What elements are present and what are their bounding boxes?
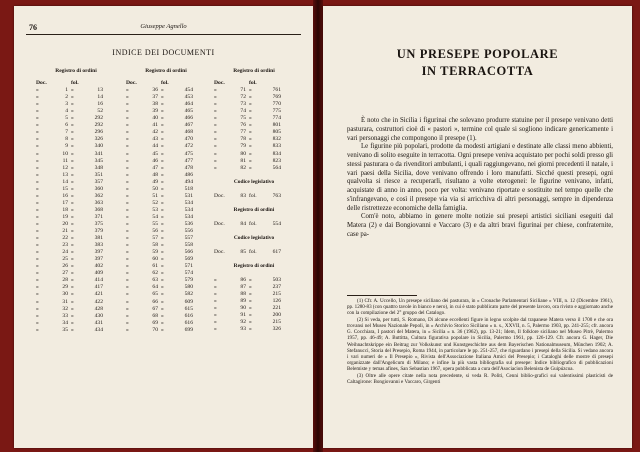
list-item: » 22 » 381: [36, 235, 103, 242]
list-item: » 31 » 422: [36, 298, 103, 305]
list-item: » 61 » 571: [126, 263, 193, 270]
list-item: » 36 » 454: [126, 87, 193, 94]
list-item: » 55 » 536: [126, 220, 193, 227]
list-item: » 79 » 833: [214, 143, 281, 150]
list-item: » 40 » 466: [126, 115, 193, 122]
list-item: » 35 » 434: [36, 326, 103, 333]
list-item: » 46 » 477: [126, 157, 193, 164]
list-item: » 81 » 823: [214, 157, 281, 164]
list-item: » 66 » 609: [126, 298, 193, 305]
list-item: » 67 » 615: [126, 305, 193, 312]
book-gutter: [313, 0, 323, 452]
list-item: » 39 » 465: [126, 108, 193, 115]
header-rule: [26, 34, 301, 35]
list-item: » 77 » 805: [214, 129, 281, 136]
footnote-rule: [347, 295, 417, 296]
list-item: » 92 » 215: [214, 319, 281, 326]
list-item: » 45 » 475: [126, 150, 193, 157]
list-item: » 18 » 368: [36, 206, 103, 213]
running-head: Giuseppe Agnello: [140, 23, 187, 30]
list-item: » 58 » 558: [126, 242, 193, 249]
section-label-registro: Registro di ordini: [233, 262, 275, 269]
list-item: » 70 » 699: [126, 326, 193, 333]
list-item: » 87 » 237: [214, 284, 281, 291]
title-line-2: IN TERRACOTTA: [421, 64, 534, 78]
register-header: Registro di ordini: [233, 68, 275, 74]
list-item: » 64 » 580: [126, 284, 193, 291]
section-label-codice: Codice legislativo: [233, 234, 275, 241]
list-item: » 88 » 215: [214, 291, 281, 298]
page-number: 76: [29, 23, 37, 32]
list-item: » 4 » 52: [36, 108, 103, 115]
list-item: » 90 » 221: [214, 305, 281, 312]
list-item: » 9 » 340: [36, 143, 103, 150]
right-page: [323, 6, 632, 448]
register-header: Registro di ordini: [145, 68, 187, 74]
list-item: » 72 » 769: [214, 94, 281, 101]
list-item: » 26 » 402: [36, 263, 103, 270]
list-item: » 69 » 616: [126, 319, 193, 326]
list-item: » 68 » 616: [126, 312, 193, 319]
list-item: » 42 » 468: [126, 129, 193, 136]
list-item: » 52 » 534: [126, 199, 193, 206]
list-item: » 7 » 296: [36, 129, 103, 136]
list-item: Doc. 85 fol. 617: [214, 248, 281, 255]
register-column-1: [36, 68, 116, 334]
footnote: (3) Oltre alle opere citate nella nota precedente, si veda R. Politi, Cenni biblio-grafici sui valentissimi plasticisti de Caltagirone: Bongiovanni e Vaccaro, Girgenti: [347, 372, 613, 385]
list-item: » 20 » 375: [36, 220, 103, 227]
register-rows-2: [126, 87, 206, 334]
list-item: » 48 » 486: [126, 171, 193, 178]
list-item: » 65 » 582: [126, 291, 193, 298]
list-item: » 38 » 464: [126, 101, 193, 108]
list-item: » 14 » 357: [36, 178, 103, 185]
list-item: » 2 » 14: [36, 94, 103, 101]
list-item: » 59 » 566: [126, 249, 193, 256]
column-header-row: Doc. fol.: [36, 80, 79, 87]
list-item: » 30 » 421: [36, 291, 103, 298]
list-item: » 37 » 453: [126, 94, 193, 101]
list-item: » 17 » 363: [36, 199, 103, 206]
list-item: » 44 » 472: [126, 143, 193, 150]
list-item: » 23 » 383: [36, 242, 103, 249]
register-rows-3b: [214, 277, 294, 333]
list-item: » 89 » 126: [214, 298, 281, 305]
list-item: Doc. 84 fol. 554: [214, 220, 281, 227]
list-item: » 51 » 531: [126, 192, 193, 199]
list-item: » 41 » 467: [126, 122, 193, 129]
article-body: [347, 117, 613, 240]
list-item: » 86 » 503: [214, 276, 281, 283]
list-item: » 13 » 351: [36, 171, 103, 178]
paragraph: Le figurine più popolari, prodotte da modesti artigiani e destinate alle classi meno abbienti, venivano di solito eseguite in terracotta. Ogni presepe veniva acquistato per pochi soldi presso gli stessi pasturara o da rivenditori ambulanti, i quali raggiungevano, nei giorni precedenti il natale, i vari paesi della Sicilia, dove venivano offrendo i loro manufatti. Sicché questi presepi, ogni qualvolta si riesce a recuperarli, risultano a volte eterogenei: le figurine venivano, infatti, acquistate di anno in anno, poco per volta: venivano riportate e sostituite nel tempo quelle che s'infrangevano, e così il presepe via via si arricchiva di altri personaggi, sempre in dipendenza delle ristrettezze economiche della famiglia.: [347, 143, 613, 212]
list-item: » 54 » 534: [126, 213, 193, 220]
list-item: » 47 » 478: [126, 164, 193, 171]
title-line-1: UN PRESEPE POPOLARE: [396, 47, 559, 61]
list-item: » 75 » 774: [214, 115, 281, 122]
list-item: » 32 » 428: [36, 305, 103, 312]
list-item: » 49 » 494: [126, 178, 193, 185]
list-item: » 56 » 556: [126, 228, 193, 235]
list-item: » 19 » 371: [36, 213, 103, 220]
list-item: » 78 » 832: [214, 136, 281, 143]
list-item: » 91 » 200: [214, 312, 281, 319]
list-item: » 5 » 292: [36, 115, 103, 122]
list-item: » 1 » 13: [36, 87, 103, 94]
section-label-codice: Codice legislativo: [233, 178, 275, 185]
list-item: » 60 » 569: [126, 256, 193, 263]
list-item: » 73 » 770: [214, 101, 281, 108]
paragraph: È noto che in Sicilia i figurinai che solevano produrre statuine per il presepe venivano detti pasturara, costruttori cioè di « pastori », termine col quale si sogliono indicare genericamente i vari personaggi che compongono il presepe (1).: [347, 117, 613, 142]
list-item: » 15 » 360: [36, 185, 103, 192]
list-item: » 12 » 348: [36, 164, 103, 171]
list-item: » 28 » 414: [36, 277, 103, 284]
register-rows-1: [36, 87, 116, 334]
paragraph: Com'è noto, abbiamo in genere molte notizie sui presepi artistici siciliani eseguiti dal Matera (2) e dai Bongiovanni e Vaccaro (3) e da altri bravi figurinai per chiese, confraternite, case pa-: [347, 213, 613, 238]
list-item: » 29 » 417: [36, 284, 103, 291]
list-item: » 10 » 341: [36, 150, 103, 157]
register-header: Registro di ordini: [55, 68, 97, 74]
footnote: (2) Si veda, per tutti, S. Romano, Di alcune eccellenti figure in legno scolpite dal trapanese Matera verso il 1700 e che ora trovansi nel Museo Nazionale Pepoli, in « Archivio Storico Siciliano » n. s., XXVII, n. 5, Palermo 1903, pp. 241-255; cfr. ancora G. Cocchiara, I pastori del Matera, in « Sicilia » n. 36 (1962), pp. 13-21; Idem, Il folklore siciliano nel Museo Pitrè, Palermo 1957, pp. 46-49; A. Buttitta, Cultura figurativa popolare in Sicilia, Palermo 1961, pp. 126-129. Cfr. ancora G. Hager, Die Weihnachtskrippe ein Beitrag zur Volkskunst und Kunstgeschichte aus dem Bayerischen Nationalmuseum, München 1902; A. Stefanucci, Storia del Presepio, Roma 1944, in particolare le pp. 251-257, che riguardano i presepi della Sicilia. Si vedano ancora i vari numeri de « Il Presepio », Rivista dell'Associazione Italiana Amici del Presepio; i Cataloghi delle mostre di presepi organizzate dall'Angelicum di Milano; e infine la più vasta bibliografia sul presepe: Indice bibliografico di pubblicazioni Belemiste y temas afines, San Sebastian 1967, opera pubblicata a cura dell'Asociacion Belenista de Guipúzcoa.: [347, 317, 613, 372]
list-item: » 33 » 430: [36, 312, 103, 319]
left-page: [14, 6, 313, 448]
column-header-row: Doc. fol.: [126, 80, 169, 87]
list-item: » 80 » 834: [214, 150, 281, 157]
list-item: » 27 » 409: [36, 270, 103, 277]
list-item: » 53 » 534: [126, 206, 193, 213]
section-label-registro: Registro di ordini: [233, 206, 275, 213]
list-item: » 93 » 326: [214, 326, 281, 333]
list-item: » 76 » 801: [214, 122, 281, 129]
list-item: » 25 » 397: [36, 256, 103, 263]
list-item: » 24 » 397: [36, 249, 103, 256]
register-column-3: [214, 68, 294, 333]
footnote: (1) Cfr. A. Uccello, Un presepe siciliano dei pasturara, in « Cronache Parlamentari Siciliane » VIII, n. 12 (Dicembre 1961), pp. 1280-83 (con quattro tavole in bianco e nero), in cui è stato pubblicato parte del presente lavoro, ora rivisto e aggiornato anche con la compilazione del 2° gruppo del Catalogo.: [347, 298, 613, 317]
list-item: » 21 » 379: [36, 228, 103, 235]
list-item: » 11 » 345: [36, 157, 103, 164]
list-item: » 63 » 579: [126, 277, 193, 284]
list-item: » 62 » 574: [126, 270, 193, 277]
list-item: » 3 » 16: [36, 101, 103, 108]
list-item: » 71 » 761: [214, 87, 281, 94]
list-item: » 16 » 362: [36, 192, 103, 199]
list-item: » 82 » 564: [214, 164, 281, 171]
list-item: Doc. 83 fol. 763: [214, 192, 281, 199]
footnotes: [347, 298, 613, 386]
chapter-title: [323, 46, 632, 80]
column-header-row: Doc. fol.: [214, 80, 257, 87]
register-column-2: [126, 68, 206, 334]
list-item: » 74 » 775: [214, 108, 281, 115]
list-item: » 34 » 431: [36, 319, 103, 326]
register-rows-3a: [214, 87, 294, 172]
list-item: » 8 » 326: [36, 136, 103, 143]
list-item: » 6 » 292: [36, 122, 103, 129]
list-item: » 50 » 518: [126, 185, 193, 192]
list-item: » 43 » 470: [126, 136, 193, 143]
list-item: » 57 » 557: [126, 235, 193, 242]
index-title: INDICE DEI DOCUMENTI: [112, 48, 215, 57]
